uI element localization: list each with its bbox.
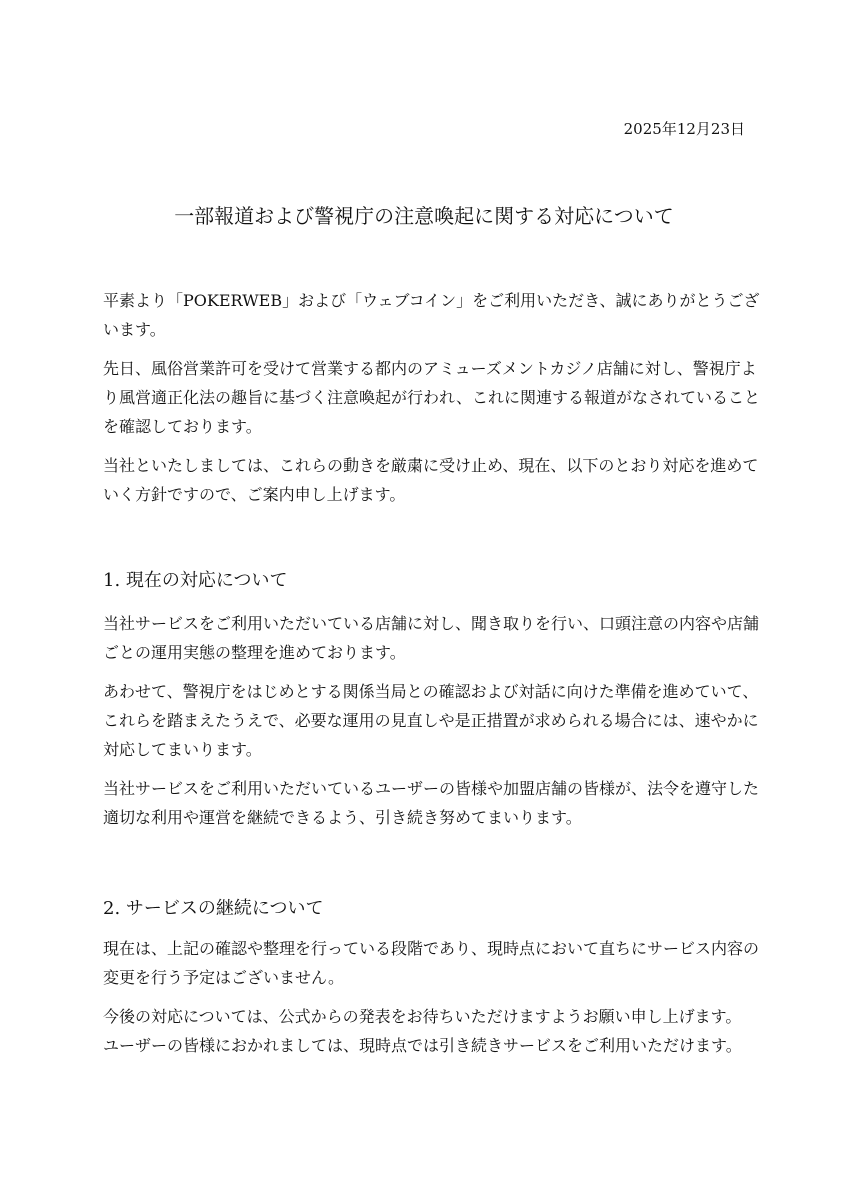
text-line: り風営適正化法の趣旨に基づく注意喚起が行われ、これに関連する報道がなされていること bbox=[103, 388, 760, 407]
text-line: ユーザーの皆様におかれましては、現時点では引き続きサービスをご利用いただけます。 bbox=[103, 1036, 742, 1055]
paragraph bbox=[103, 934, 763, 992]
section-heading: 1. 現在の対応について bbox=[103, 570, 288, 591]
paragraph bbox=[103, 1002, 763, 1060]
text-line: 当社サービスをご利用いただいている店舗に対し、聞き取りを行い、口頭注意の内容や店舗 bbox=[103, 614, 760, 633]
paragraph bbox=[103, 677, 763, 764]
text-line: ごとの運用実態の整理を進めております。 bbox=[103, 643, 406, 662]
text-line: 先日、風俗営業許可を受けて営業する都内のアミューズメントカジノ店舗に対し、警視庁よ bbox=[103, 359, 757, 378]
document-date: 2025年12月23日 bbox=[623, 120, 745, 138]
text-line: 当社サービスをご利用いただいているユーザーの皆様や加盟店舗の皆様が、法令を遵守した bbox=[103, 779, 760, 798]
paragraph bbox=[103, 774, 763, 832]
paragraph bbox=[103, 451, 763, 509]
text-line: いく方針ですので、ご案内申し上げます。 bbox=[103, 485, 406, 504]
paragraph bbox=[103, 286, 763, 344]
text-line: 当社といたしましては、これらの動きを厳粛に受け止め、現在、以下のとおり対応を進めて bbox=[103, 456, 759, 475]
paragraph bbox=[103, 609, 763, 667]
intro-section bbox=[103, 286, 763, 519]
paragraph bbox=[103, 354, 763, 441]
text-line: 現在は、上記の確認や整理を行っている段階であり、現時点において直ちにサービス内容の bbox=[103, 939, 760, 958]
section-1 bbox=[103, 609, 763, 842]
text-line: 適切な利用や運営を継続できるよう、引き続き努めてまいります。 bbox=[103, 808, 582, 827]
text-line: あわせて、警視庁をはじめとする関係当局との確認および対話に向けた準備を進めていて、 bbox=[103, 682, 759, 701]
text-line: 平素より「POKERWEB」および「ウェブコイン」をご利用いただき、誠にありがとうござ bbox=[103, 291, 760, 310]
section-heading: 2. サービスの継続について bbox=[103, 898, 324, 919]
document-title: 一部報道および警視庁の注意喚起に関する対応について bbox=[174, 204, 674, 228]
text-line: これらを踏まえたうえで、必要な運用の見直しや是正措置が求められる場合には、速やかに bbox=[103, 711, 759, 730]
text-line: います。 bbox=[103, 320, 166, 339]
text-line: 対応してまいります。 bbox=[103, 740, 262, 759]
text-line: を確認しております。 bbox=[103, 417, 262, 436]
text-line: 今後の対応については、公式からの発表をお待ちいただけますようお願い申し上げます。 bbox=[103, 1007, 742, 1026]
section-2 bbox=[103, 934, 763, 1070]
text-line: 変更を行う予定はございません。 bbox=[103, 968, 344, 987]
